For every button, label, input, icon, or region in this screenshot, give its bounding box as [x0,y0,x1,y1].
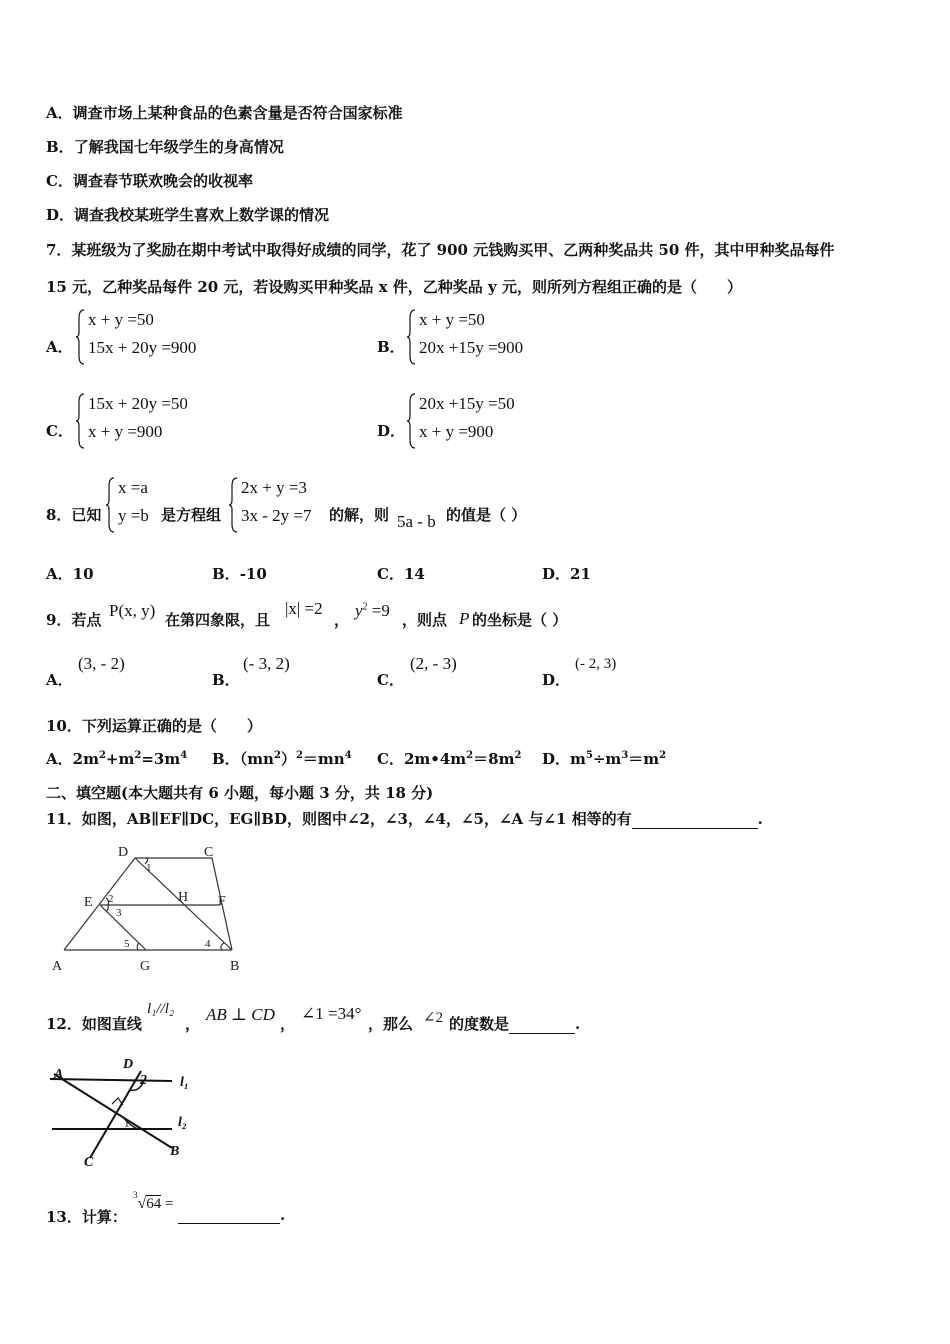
q9-option-c-label: C． [377,671,404,689]
q11-answer-blank[interactable] [632,812,758,829]
q10-stem: 10．下列运算正确的是（ ） [46,717,262,735]
q10-option-d: D．$m^5\div m^3=m^2$ [542,750,667,768]
label-c: C [84,1155,94,1170]
label-h: H [178,890,189,905]
q7-d-eq1: 20x +15y =50 [419,394,515,413]
label-c: C [204,845,214,860]
label-e: E [84,895,93,910]
q7-b-eq1: x + y =50 [419,310,485,329]
angle5-arc [137,943,139,950]
q10-option-b: B．$(mn^2)^2=mn^4$ [212,750,352,768]
q8-expr: 5a - b [397,512,436,531]
q12-text1: ，那么 [368,1015,414,1033]
q11-figure [48,838,248,978]
q12-parallel: l₁//l₂ [147,1001,175,1017]
q6-option-c: C．调查春节联欢晚会的收视率 [46,172,253,190]
q9-option-d-label: D． [542,671,571,689]
q7-a-eq2: 15x + 20y =900 [88,338,197,357]
q6-option-d: D．调查我校某班学生喜欢上数学课的情况 [46,206,330,224]
q9-square: $y^2 =9$ [355,601,390,620]
q9-abs: |x| =2 [285,599,323,618]
label-angle-5: 5 [124,938,130,950]
q7-option-a-system [76,308,276,368]
brace-icon [76,308,86,366]
q9-option-d-value: (- 2, 3) [575,656,617,672]
q12-answer-blank[interactable] [509,1017,575,1034]
q9-text1: 在第四象限，且 [165,611,271,629]
q9-option-b-label: B． [212,671,240,689]
q6-option-a: A．调查市场上某种食品的色素含量是否符合国家标准 [46,104,403,122]
q12-perp: AB ⊥ CD [206,1005,275,1024]
q9-prefix: 9．若点 [46,611,102,629]
label-b: B [170,1144,180,1159]
q7-option-b-label: B． [377,338,405,356]
label-f: F [218,894,226,909]
q7-d-eq2: x + y =900 [419,422,494,441]
line-l1 [50,1079,172,1081]
q9-option-c-value: (2, - 3) [410,654,457,673]
label-angle-1: 1 [146,862,152,874]
q8-solution-system [106,476,166,536]
line-ab [54,1074,172,1148]
label-d: D [123,1057,134,1072]
q7-c-eq2: x + y =900 [88,422,163,441]
q12-text2: 的度数是 . [449,1015,581,1033]
q7-option-c-system [76,392,276,452]
brace-icon [407,308,417,366]
q8-option-c: C．14 [377,565,425,583]
q7-option-d-label: D． [377,422,406,440]
section-heading: 二、填空题(本大题共有 6 小题，每小题 3 分，共 18 分) [46,784,434,802]
label-angle-4: 4 [205,938,211,950]
q9-option-a-label: A． [46,671,73,689]
label-angle-3: 3 [116,907,122,919]
q7-option-b-system [407,308,607,368]
label-angle-2: 2 [140,1073,147,1088]
q8-eq1: 2x + y =3 [241,478,307,497]
q8-sol2: y =b [118,506,149,525]
q9-point: P(x, y) [109,601,156,620]
q13-radical: $^3$√64 = [133,1190,174,1212]
q8-option-a: A．10 [46,565,94,583]
label-a: A [54,1067,64,1082]
brace-icon [407,392,417,450]
q12-angle2: ∠2 [423,1010,444,1026]
q12-comma1: ， [185,1015,201,1033]
q10-option-a: A．$2m^2+m^2=3m^4$ [46,750,188,768]
q12-prefix: 12．如图直线 [46,1015,142,1033]
q7-option-c-label: C． [46,422,73,440]
label-b: B [230,959,240,974]
brace-icon [229,476,239,534]
q12-angle1: ∠1 =34° [301,1004,362,1023]
q7-stem-line2: 15 元，乙种奖品每件 20 元，若设购买甲种奖品 x 件，乙种奖品 y 元，则所列方程组正确的是（ ） [46,278,742,296]
line-cd [90,1071,141,1158]
label-angle-1: 1 [124,1118,130,1130]
q7-stem-line1: 7．某班级为了奖励在期中考试中取得好成绩的同学，花了 900 元钱购买甲、乙两种奖品共 50 件，其中甲种奖品每件 [46,241,835,259]
q13-answer: . [178,1206,285,1224]
q8-suffix1: 的解，则 [329,506,390,524]
brace-icon [106,476,116,534]
q6-option-b: B．了解我国七年级学生的身高情况 [46,138,284,156]
q9-text3: 的坐标是（ ） [472,611,568,629]
label-a: A [52,959,63,974]
q8-mid: 是方程组 [161,506,222,524]
line-ad [64,858,135,950]
brace-icon [76,392,86,450]
q9-option-b-value: (- 3, 2) [243,654,290,673]
q7-c-eq1: 15x + 20y =50 [88,394,188,413]
q7-option-d-system [407,392,607,452]
q8-sol1: x =a [118,478,148,497]
q12-comma2: ， [280,1015,296,1033]
label-angle-2: 2 [108,893,114,905]
q9-comma: ， [334,611,350,629]
label-l1: l₁ [180,1075,189,1090]
label-d: D [118,845,129,860]
q7-a-eq1: x + y =50 [88,310,154,329]
q12-figure [44,1054,204,1170]
q7-option-a-label: A． [46,338,73,356]
q7-b-eq2: 20x +15y =900 [419,338,524,357]
q9-option-a-value: (3, - 2) [78,654,125,673]
q8-suffix2: 的值是（ ） [446,506,527,524]
label-g: G [140,959,151,974]
angle3-arc [106,905,108,911]
q8-option-d: D．21 [542,565,591,583]
q10-option-c: C．$2m•4m^2=8m^2$ [377,750,522,768]
q8-eq2: 3x - 2y =7 [241,506,312,525]
angle4-arc [221,943,224,950]
q8-prefix: 8．已知 [46,506,102,524]
q8-option-b: B．-10 [212,565,267,583]
q9-text2: ，则点 [402,611,448,629]
q13-answer-blank[interactable] [178,1207,280,1224]
label-l2: l₂ [178,1115,187,1130]
q8-equation-system [229,476,329,536]
q13-prefix: 13．计算： [46,1208,127,1226]
q9-p: P [459,609,470,628]
q11-stem: 11．如图，AB∥EF∥DC，EG∥BD，则图中∠2，∠3，∠4，∠5，∠A 与∠1 相等的有 . [46,810,763,828]
